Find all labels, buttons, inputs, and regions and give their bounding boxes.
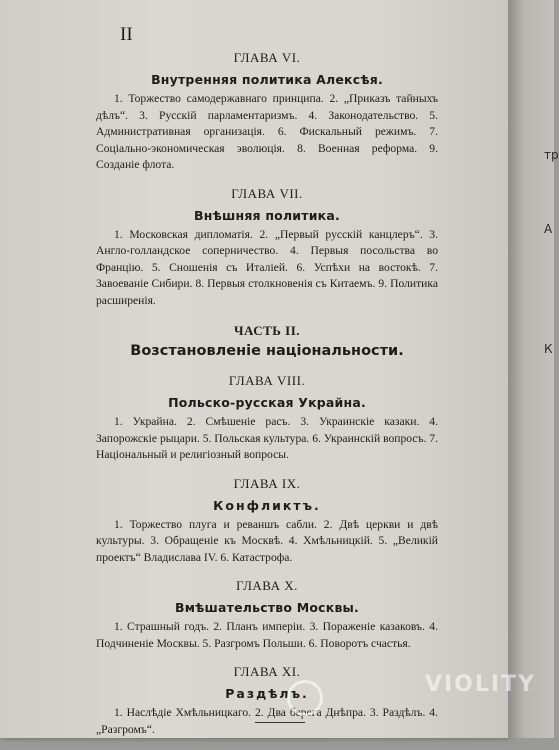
watermark-text: VIOLITY [424,672,536,697]
adjacent-page-fragment: тр [544,148,559,162]
chapter-7 [96,186,438,310]
adjacent-page-fragment: К [544,342,553,356]
chapter-heading: ГЛАВА IX. [233,475,301,491]
chapter-title: Раздѣлъ. [225,686,309,701]
part-title: Возстановленіе національности. [130,343,404,359]
chapter-title: Вмѣшательство Москвы. [174,600,360,615]
adjacent-page-edge [508,0,559,738]
chapter-title: Польско-русская Украйна. [168,395,366,410]
part-heading: ЧАСТЬ II. [233,323,301,338]
chapter-8 [96,373,438,464]
chapter-contents: 1. Украйна. 2. Смѣшеніе расъ. 3. Украинскіе казаки. 4. Запорожскіе рыцари. 5. Польская культура. 6. Украинскій вопросъ. 7. Національный и религіозный вопросы. [96,415,438,461]
chapter-10 [96,578,438,652]
section-divider [255,722,305,723]
page-number: II [120,24,133,45]
adjacent-page-fragment: А [544,222,553,236]
chapter-9 [96,476,438,567]
chapter-contents: 1. Торжество самодержавнаго принципа. 2. „Приказъ тайныхъ дѣлъ“. 3. Русскій парламентаризмъ. 4. Законодательство. 5. Административная организація. 6. Фискальный режимъ. 7. Соціально-экономическая эволюція. 8. Военная реформа. 9. Созданіе флота. [96,92,438,171]
watermark-logo-icon [287,680,323,716]
chapter-heading: ГЛАВА VIII. [228,373,306,388]
chapter-6 [96,50,438,174]
chapter-11 [96,664,438,738]
chapter-contents: 1. Страшный годъ. 2. Планъ имперіи. 3. Пораженіе казаковъ. 4. Подчиненіе Москвы. 5. Разгромъ Польши. 6. Поворотъ счастья. [96,620,438,650]
chapter-contents: 1. Наслѣдіе Хмѣльницкаго. 2. Два берега Днѣпра. 3. Раздѣлъ. 4. „Разгромъ“. [96,706,438,736]
table-of-contents [96,50,438,750]
chapter-title: Внѣшняя политика. [194,207,340,223]
chapter-heading: ГЛАВА X. [236,578,298,593]
chapter-heading: ГЛАВА VII. [231,185,303,201]
chapter-heading: ГЛАВА VI. [233,50,301,65]
chapter-contents: 1. Московская дипломатія. 2. „Первый русскій канцлеръ“. 3. Англо-голландское соперничество. 4. Первыя посольства во Францію. 5. Сношенія съ Италіей. 6. Успѣхи на востокѣ. 7. Завоеваніе Сибири. 8. Первыя столкновенія съ Китаемъ. 9. Политика расширенія. [96,227,438,307]
chapter-heading: ГЛАВА XI. [233,664,301,679]
chapter-contents: 1. Торжество плуга и реваншъ сабли. 2. Двѣ церкви и двѣ культуры. 3. Обращеніе къ Москвѣ. 4. Хмѣльницкій. 5. „Великій проектъ“ Владислава IV. 6. Катастрофа. [96,517,438,564]
chapter-title: Внутренняя политика Алексѣя. [151,72,383,87]
chapter-title: Конфликтъ. [213,497,321,513]
